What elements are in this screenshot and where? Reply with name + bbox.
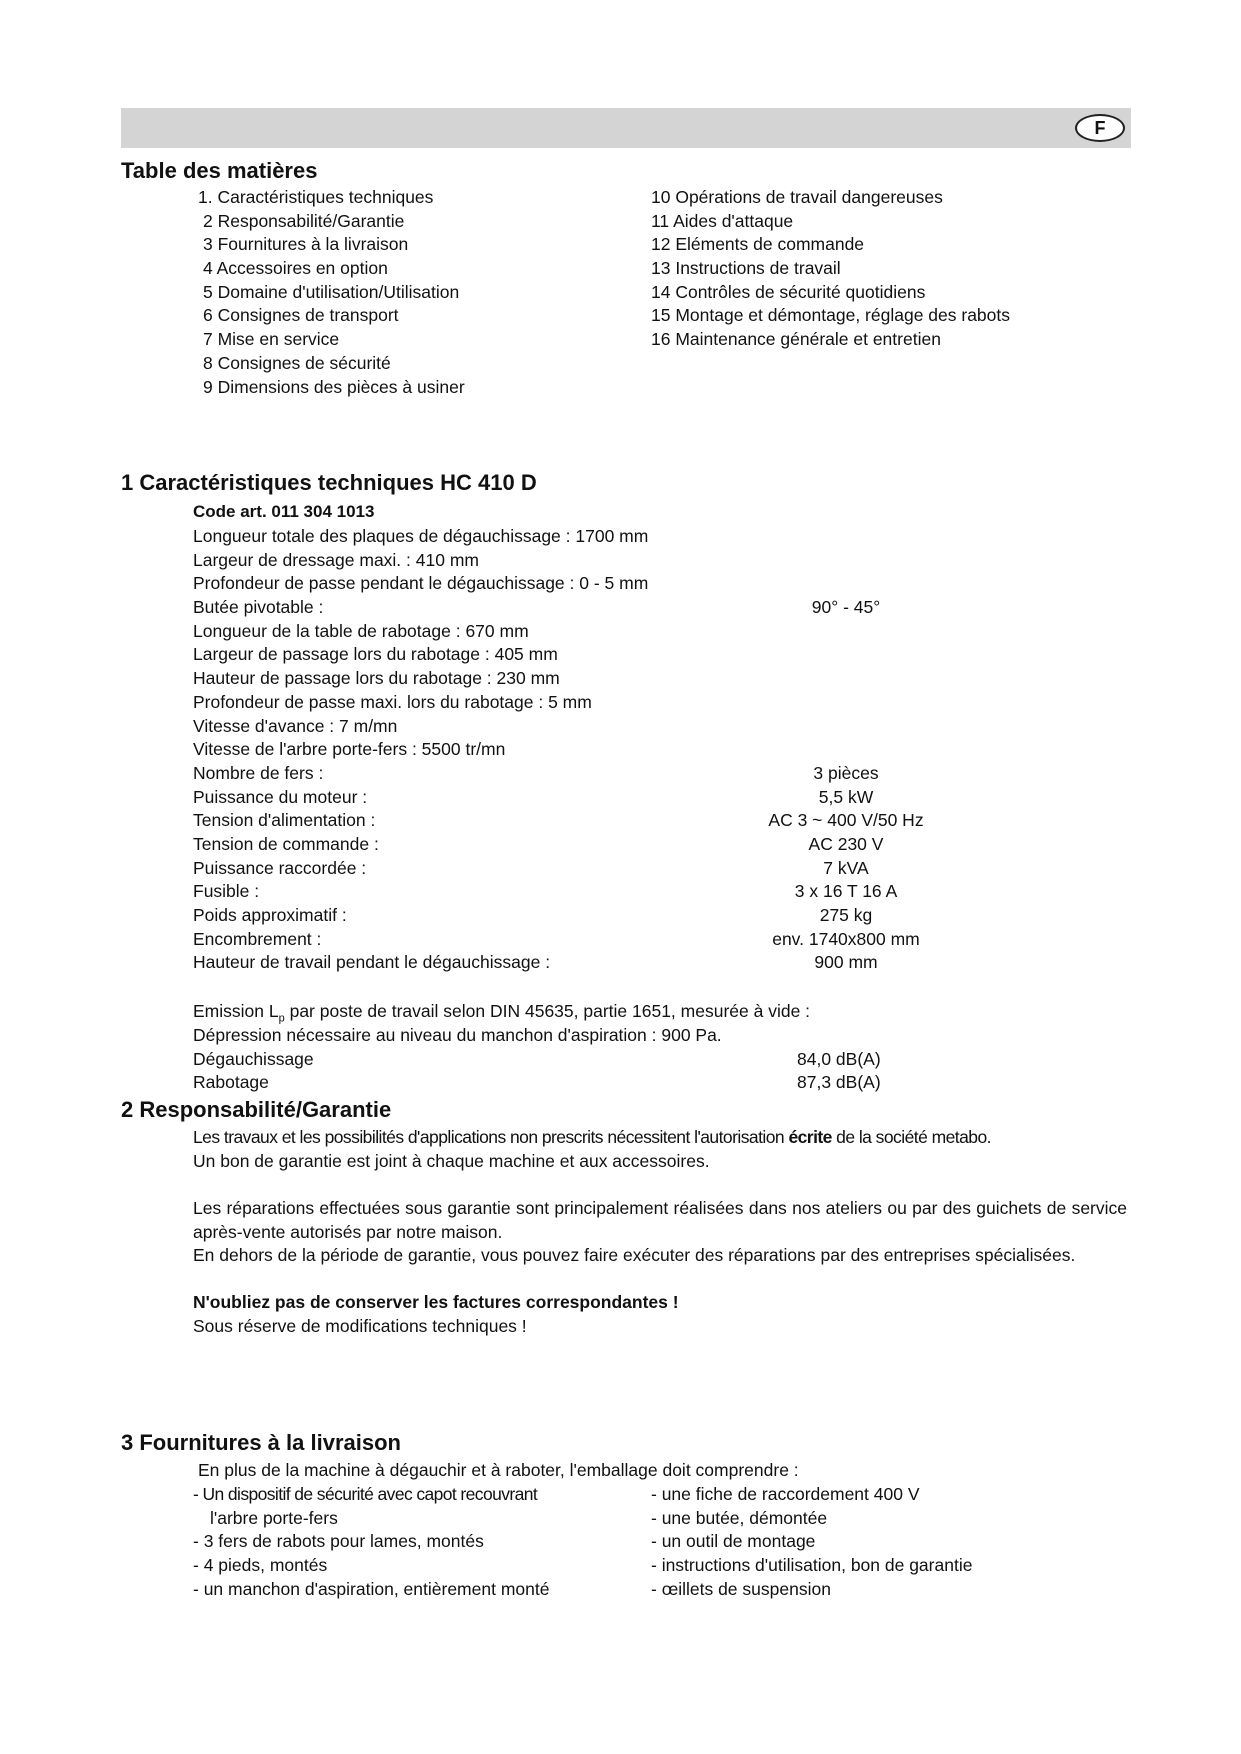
spec-value: [736, 572, 956, 596]
toc-title: Table des matières: [121, 158, 318, 183]
spec-label: Fusible :: [193, 881, 260, 902]
spec-value: AC 230 V: [808, 833, 884, 854]
spec-value: 7 kVA: [823, 857, 869, 878]
spec-value: AC 3 ~ 400 V/50 Hz: [768, 810, 924, 831]
toc-item: 10 Opérations de travail dangereuses: [651, 187, 943, 207]
spec-value: 900 mm: [814, 952, 878, 973]
warranty-text: Les travaux et les possibilités d'applications non prescrits nécessitent l'autorisation: [193, 1127, 789, 1147]
spec-value: 3 pièces: [813, 762, 879, 783]
spec-value: 5,5 kW: [818, 786, 874, 807]
toc-item: 15 Montage et démontage, réglage des rabots: [651, 305, 1010, 326]
toc-item: 6 Consignes de transport: [203, 305, 399, 326]
spec-value: env. 1740x800 mm: [772, 928, 920, 949]
toc-item: 9 Dimensions des pièces à usiner: [203, 376, 465, 397]
delivery-item: - un manchon d'aspiration, entièrement monté: [193, 1578, 550, 1599]
toc-item: 13 Instructions de travail: [651, 258, 841, 279]
warranty-reserve: Sous réserve de modifications techniques !: [193, 1316, 527, 1336]
warranty-paragraph-2: Un bon de garantie est joint à chaque machine et aux accessoires.: [193, 1151, 710, 1171]
spec-label: Vitesse de l'arbre porte-fers : 5500 tr/mn: [193, 739, 506, 760]
spec-label: Puissance raccordée :: [193, 857, 367, 878]
spec-label: Largeur de passage lors du rabotage : 405 mm: [193, 644, 558, 665]
emission-subscript: p: [278, 1012, 285, 1025]
delivery-item: - une butée, démontée: [651, 1507, 828, 1528]
toc-item: 14 Contrôles de sécurité quotidiens: [651, 281, 926, 302]
spec-label: Puissance du moteur :: [193, 786, 368, 807]
spec-value: [736, 738, 956, 762]
spec-label: Encombrement :: [193, 928, 322, 949]
noise-value: 87,3 dB(A): [797, 1072, 881, 1092]
toc-right-column: [651, 186, 1010, 352]
article-code: Code art. 011 304 1013: [193, 502, 375, 521]
warranty-notice: N'oubliez pas de conserver les factures correspondantes !: [193, 1292, 679, 1312]
spec-label: Hauteur de passage lors du rabotage : 230 mm: [193, 668, 560, 689]
delivery-right-column: [651, 1483, 972, 1601]
delivery-item: - 4 pieds, montés: [193, 1555, 328, 1576]
delivery-left-column: [193, 1483, 549, 1601]
noise-label: Rabotage: [193, 1072, 269, 1092]
delivery-item: - œillets de suspension: [651, 1578, 831, 1599]
spec-label: Longueur totale des plaques de dégauchissage : 1700 mm: [193, 526, 649, 546]
delivery-item: - Un dispositif de sécurité avec capot recouvrant: [193, 1484, 538, 1504]
depression-line: Dépression nécessaire au niveau du manchon d'aspiration : 900 Pa.: [193, 1025, 722, 1045]
specs-values: [736, 525, 956, 975]
toc-item: 16 Maintenance générale et entretien: [651, 329, 941, 350]
spec-value: [736, 620, 956, 644]
spec-label: Tension d'alimentation :: [193, 810, 376, 831]
toc-item: 11 Aides d'attaque: [651, 210, 794, 231]
language-badge: F: [1075, 114, 1125, 142]
spec-value: [736, 667, 956, 691]
spec-value: [736, 549, 956, 573]
section-2-title: 2 Responsabilité/Garantie: [121, 1097, 392, 1122]
noise-label: Dégauchissage: [193, 1049, 314, 1069]
toc-item: 1. Caractéristiques techniques: [198, 187, 434, 207]
spec-label: Butée pivotable :: [193, 597, 324, 618]
spec-value: [736, 525, 956, 549]
warranty-paragraph-3: Les réparations effectuées sous garantie sont principalement réalisées dans nos ateliers ou par des guichets de service après-vente autorisés par notre maison.: [193, 1198, 1127, 1242]
spec-label: Profondeur de passe maxi. lors du rabotage : 5 mm: [193, 691, 592, 712]
spec-label: Hauteur de travail pendant le dégauchissage :: [193, 952, 551, 973]
spec-label: Longueur de la table de rabotage : 670 mm: [193, 620, 529, 641]
warranty-paragraph-1: [193, 1126, 991, 1150]
delivery-item: l'arbre porte-fers: [210, 1507, 338, 1528]
spec-value: 275 kg: [819, 905, 873, 925]
spec-value: 3 x 16 T 16 A: [794, 881, 898, 902]
warranty-paragraph-4: En dehors de la période de garantie, vous pouvez faire exécuter des réparations par des entreprises spécialisées.: [193, 1245, 1076, 1265]
spec-value: 90° - 45°: [811, 597, 881, 618]
toc-item: 7 Mise en service: [203, 329, 340, 350]
toc-item: 3 Fournitures à la livraison: [203, 234, 409, 255]
toc-item: 12 Eléments de commande: [651, 234, 865, 255]
toc-item: 4 Accessoires en option: [203, 258, 388, 279]
spec-label: Profondeur de passe pendant le dégauchissage : 0 - 5 mm: [193, 573, 649, 594]
warranty-text-rest: de la société metabo.: [831, 1127, 991, 1147]
toc-item: 8 Consignes de sécurité: [203, 352, 391, 373]
warranty-bold-word: écrite: [788, 1127, 832, 1147]
spec-label: Tension de commande :: [193, 833, 379, 854]
spec-value: [736, 715, 956, 739]
spec-label: Vitesse d'avance : 7 m/mn: [193, 715, 398, 736]
toc-left-column: [198, 186, 465, 399]
emission-text-rest: par poste de travail selon DIN 45635, partie 1651, mesurée à vide :: [284, 1001, 811, 1021]
specs-labels: [193, 525, 648, 975]
spec-value: [736, 643, 956, 667]
spec-label: Largeur de dressage maxi. : 410 mm: [193, 549, 479, 570]
spec-label: Poids approximatif :: [193, 905, 347, 925]
spec-value: [736, 691, 956, 715]
spec-label: Nombre de fers :: [193, 762, 324, 783]
noise-value: 84,0 dB(A): [797, 1049, 881, 1069]
delivery-item: - un outil de montage: [651, 1531, 816, 1552]
toc-item: 2 Responsabilité/Garantie: [203, 210, 405, 231]
delivery-item: - instructions d'utilisation, bon de garantie: [651, 1555, 973, 1576]
emission-text: Emission L: [193, 1001, 279, 1021]
section-3-title: 3 Fournitures à la livraison: [121, 1430, 401, 1455]
toc-item: 5 Domaine d'utilisation/Utilisation: [203, 281, 460, 302]
delivery-item: - une fiche de raccordement 400 V: [651, 1484, 920, 1504]
delivery-intro: En plus de la machine à dégauchir et à raboter, l'emballage doit comprendre :: [198, 1460, 799, 1480]
delivery-item: - 3 fers de rabots pour lames, montés: [193, 1531, 484, 1552]
section-1-title: 1 Caractéristiques techniques HC 410 D: [121, 470, 537, 495]
header-bar: [121, 108, 1131, 148]
